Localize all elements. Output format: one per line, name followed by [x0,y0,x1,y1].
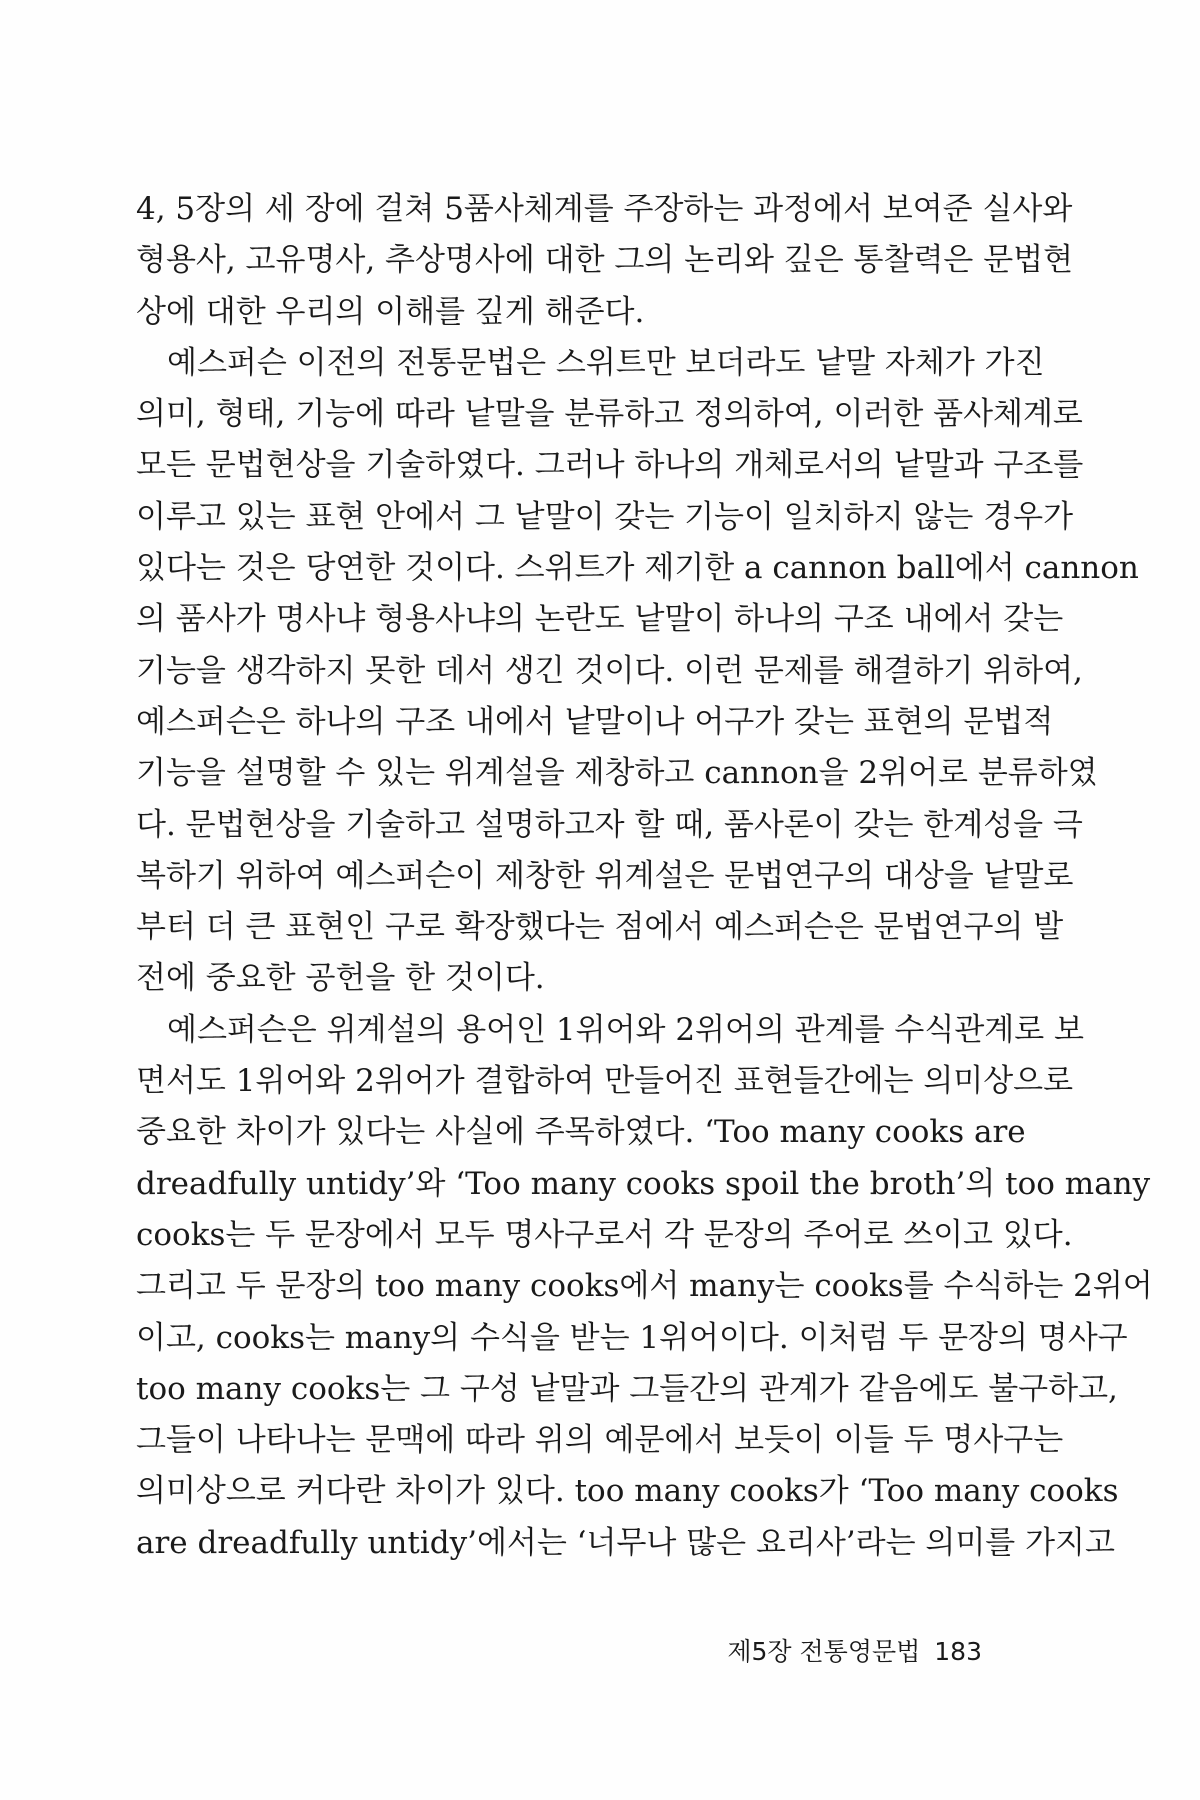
text-line: 의 품사가 명사냐 형용사냐의 논란도 낱말이 하나의 구조 내에서 갖는 [136,601,1064,638]
text-line: 모든 문법현상을 기술하였다. 그러나 하나의 개체로서의 낱말과 구조를 [136,447,1084,484]
text-line: 있다는 것은 당연한 것이다. 스위트가 제기한 a cannon ball에서 cannon [136,550,1139,587]
text-line: 기능을 생각하지 못한 데서 생긴 것이다. 이런 문제를 해결하기 위하여, [136,652,1083,689]
text-line: 다. 문법현상을 기술하고 설명하고자 할 때, 품사론이 갖는 한계성을 극 [136,806,1083,843]
body-text [136,184,1153,1569]
text-line: are dreadfully untidy’에서는 ‘너무나 많은 요리사’라는 의미를 가지고 [136,1524,1115,1561]
text-line: 그리고 두 문장의 too many cooks에서 many는 cooks를 수식하는 2위어 [136,1268,1153,1305]
text-line: 부터 더 큰 표현인 구로 확장했다는 점에서 예스퍼슨은 문법연구의 발 [136,909,1064,946]
text-line: 이루고 있는 표현 안에서 그 낱말이 갖는 기능이 일치하지 않는 경우가 [136,498,1074,535]
text-line: too many cooks는 그 구성 낱말과 그들간의 관계가 같음에도 불구하고, [136,1370,1118,1407]
text-line: 중요한 차이가 있다는 사실에 주목하였다. ‘Too many cooks are [136,1114,1026,1151]
page-number: 183 [934,1637,982,1666]
text-line: 예스퍼슨은 하나의 구조 내에서 낱말이나 어구가 갖는 표현의 문법적 [136,703,1054,740]
text-line: 복하기 위하여 예스퍼슨이 제창한 위계설은 문법연구의 대상을 낱말로 [136,857,1074,894]
text-line: 형용사, 고유명사, 추상명사에 대한 그의 논리와 깊은 통찰력은 문법현 [136,242,1074,279]
text-line: 의미상으로 커다란 차이가 있다. too many cooks가 ‘Too many cooks [136,1473,1119,1510]
text-line: 의미, 형태, 기능에 따라 낱말을 분류하고 정의하여, 이러한 품사체계로 [136,396,1083,433]
text-line: cooks는 두 문장에서 모두 명사구로서 각 문장의 주어로 쓰이고 있다. [136,1216,1073,1253]
text-line: 전에 중요한 공헌을 한 것이다. [136,960,545,997]
text-line: 면서도 1위어와 2위어가 결합하여 만들어진 표현들간에는 의미상으로 [136,1063,1074,1100]
text-line: 예스퍼슨 이전의 전통문법은 스위트만 보더라도 낱말 자체가 가진 [167,344,1045,381]
text-line: dreadfully untidy’와 ‘Too many cooks spoil the broth’의 too many [136,1165,1151,1202]
text-line: 그들이 나타나는 문맥에 따라 위의 예문에서 보듯이 이들 두 명사구는 [136,1422,1064,1459]
text-line: 이고, cooks는 many의 수식을 받는 1위어이다. 이처럼 두 문장의 명사구 [136,1319,1128,1356]
page-footer [727,1632,982,1668]
text-line: 상에 대한 우리의 이해를 깊게 해준다. [136,293,645,330]
text-line: 기능을 설명할 수 있는 위계설을 제창하고 cannon을 2위어로 분류하였 [136,755,1098,792]
running-footer-chapter: 제5장 전통영문법 [727,1637,921,1666]
text-line: 4, 5장의 세 장에 걸쳐 5품사체계를 주장하는 과정에서 보여준 실사와 [136,191,1073,227]
text-line: 예스퍼슨은 위계설의 용어인 1위어와 2위어의 관계를 수식관계로 보 [167,1011,1084,1048]
